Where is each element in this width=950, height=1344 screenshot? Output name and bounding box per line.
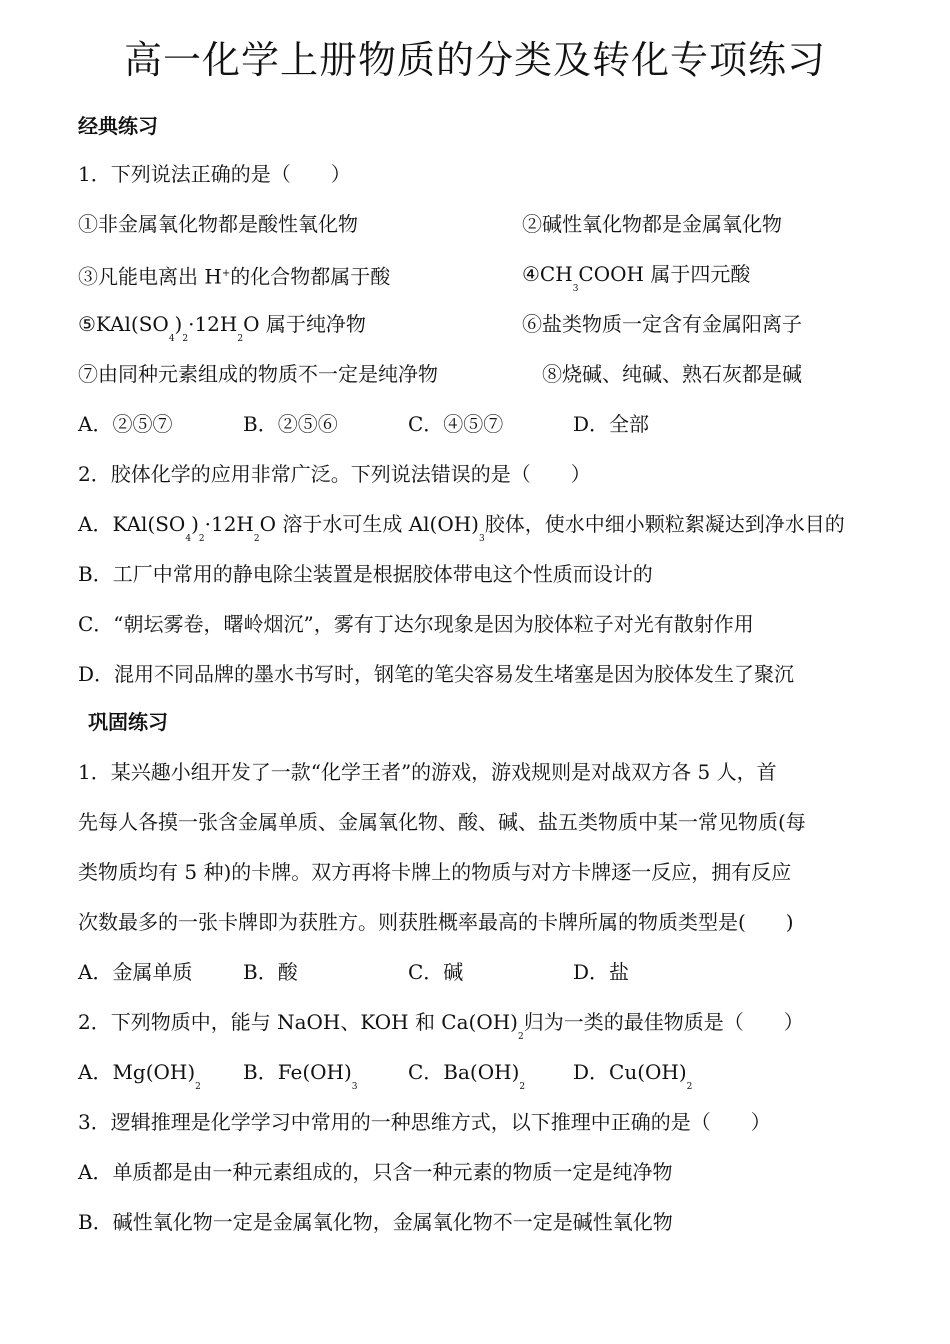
option-b: B．酸 bbox=[243, 960, 298, 984]
option-b: B．碱性氧化物一定是金属氧化物，金属氧化物不一定是碱性氧化物 bbox=[78, 1210, 673, 1234]
page-title: 高一化学上册物质的分类及转化专项练习 bbox=[123, 38, 826, 82]
option-d: D．$Cu(OH)_2$ bbox=[573, 1060, 693, 1092]
question-text-line: 先每人各摸一张含金属单质、金属氧化物、酸、碱、盐五类物质中某一常见物质(每 bbox=[78, 810, 806, 834]
question-stem: 3．逻辑推理是化学学习中常用的一种思维方式，以下推理中正确的是（ ） bbox=[78, 1110, 771, 1134]
option-a: A．②⑤⑦ bbox=[78, 412, 173, 436]
option-b: B．$Fe(OH)_3$ bbox=[243, 1060, 358, 1092]
option-c: C．$Ba(OH)_2$ bbox=[408, 1060, 526, 1092]
option-a: A．金属单质 bbox=[78, 960, 193, 984]
option-a: A．$KAl(SO_4)_2\cdot 12H_2O$ 溶于水可生成 $Al(OH)_3$胶体，使水中细小颗粒絮凝达到净水目的 bbox=[78, 512, 845, 544]
statement-6: ⑥盐类物质一定含有金属阳离子 bbox=[522, 312, 802, 336]
option-a: A．$Mg(OH)_2$ bbox=[78, 1060, 201, 1092]
option-c: C．碱 bbox=[408, 960, 464, 984]
option-c: C．“朝坛雾卷，曙岭烟沉”，雾有丁达尔现象是因为胶体粒子对光有散射作用 bbox=[78, 612, 754, 636]
option-d: D．混用不同品牌的墨水书写时，钢笔的笔尖容易发生堵塞是因为胶体发生了聚沉 bbox=[78, 662, 795, 686]
statement-2: ②碱性氧化物都是金属氧化物 bbox=[522, 212, 782, 236]
statement-4: $④CH_3COOH$ 属于四元酸 bbox=[522, 262, 751, 294]
question-stem: 1．下列说法正确的是（ ） bbox=[78, 162, 351, 186]
option-b: B．②⑤⑥ bbox=[243, 412, 338, 436]
statement-7: ⑦由同种元素组成的物质不一定是纯净物 bbox=[78, 362, 438, 386]
answer-options bbox=[78, 410, 649, 438]
statement-3: ③凡能电离出 H+的化合物都属于酸 bbox=[78, 264, 391, 289]
statement-8: ⑧烧碱、纯碱、熟石灰都是碱 bbox=[542, 362, 802, 386]
question-stem: 2．下列物质中，能与 NaOH、KOH 和 $Ca(OH)_2$归为一类的最佳物质是（ ） bbox=[78, 1010, 804, 1042]
answer-options bbox=[78, 1058, 693, 1092]
question-text-line: 次数最多的一张卡牌即为获胜方。则获胜概率最高的卡牌所属的物质类型是( ) bbox=[78, 910, 794, 934]
answer-options bbox=[78, 958, 629, 986]
section-heading-consolidation: 巩固练习 bbox=[88, 710, 168, 734]
option-d: D．全部 bbox=[573, 412, 650, 436]
section-heading-classic: 经典练习 bbox=[78, 114, 158, 138]
option-d: D．盐 bbox=[573, 960, 630, 984]
option-b: B．工厂中常用的静电除尘装置是根据胶体带电这个性质而设计的 bbox=[78, 562, 653, 586]
question-text-line: 1．某兴趣小组开发了一款“化学王者”的游戏，游戏规则是对战双方各 5 人，首 bbox=[78, 760, 777, 784]
statement-1: ①非金属氧化物都是酸性氧化物 bbox=[78, 212, 358, 236]
option-c: C．④⑤⑦ bbox=[408, 412, 504, 436]
question-text-line: 类物质均有 5 种)的卡牌。双方再将卡牌上的物质与对方卡牌逐一反应，拥有反应 bbox=[78, 860, 792, 884]
question-stem: 2．胶体化学的应用非常广泛。下列说法错误的是（ ） bbox=[78, 462, 591, 486]
option-a: A．单质都是由一种元素组成的，只含一种元素的物质一定是纯净物 bbox=[78, 1160, 673, 1184]
statement-5: $⑤KAl(SO_4)_2\cdot 12H_2O$ 属于纯净物 bbox=[78, 312, 366, 344]
